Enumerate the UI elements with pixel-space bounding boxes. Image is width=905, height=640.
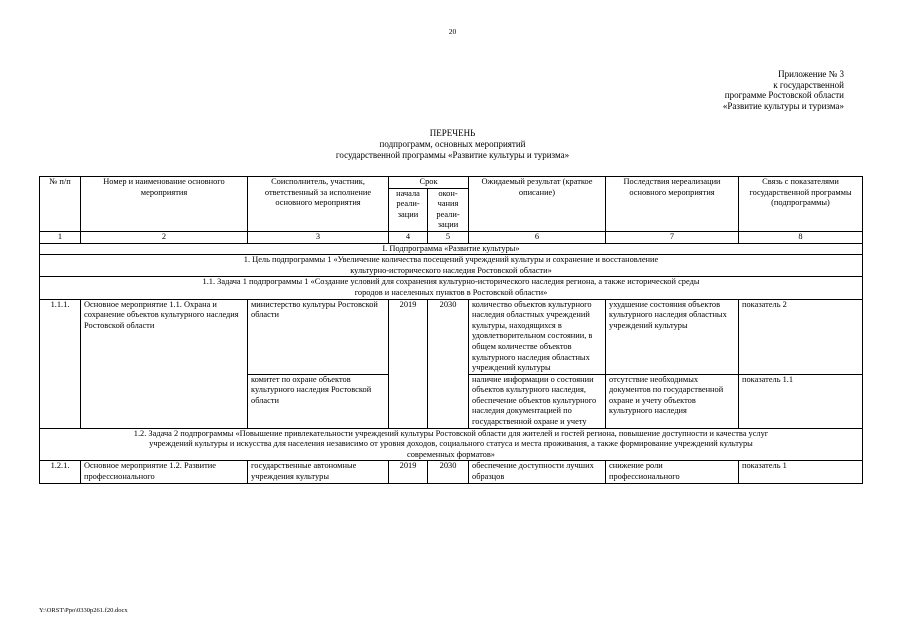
task-row [40, 277, 863, 299]
link-cell: показатель 1.1 [739, 374, 863, 428]
goal-row [40, 255, 863, 277]
row-number: 1.1.1. [40, 299, 81, 428]
row-number: 1.2.1. [40, 461, 81, 483]
column-number: 1 [40, 231, 81, 243]
table-row [40, 461, 863, 483]
header-col-name: Номер и наименование основного мероприятия [81, 177, 248, 232]
appendix-note [640, 69, 844, 111]
measure-name: Основное мероприятие 1.1. Охрана и сохранение объектов культурного наследия Ростовской области [81, 299, 248, 428]
result-cell: количество объектов культурного наследия областных учреждений культуры, находящихся в удовлетворительном состоянии, в общем количестве объектов культурного наследия областных учреждений культуры [469, 299, 606, 374]
executor-cell: министерство культуры Ростовской области [248, 299, 389, 374]
subprogram-row [40, 243, 863, 255]
executor-cell: государственные автономные учреждения культуры [248, 461, 389, 483]
file-path-footer: Y:\ORST\Ppo\0330p261.f20.docx [39, 607, 128, 614]
header-col-link: Связь с показателями государственной программы (подпрограммы) [739, 177, 863, 232]
appendix-line-3: программе Ростовской области [724, 90, 844, 100]
header-col-result: Ожидаемый результат (краткое описание) [469, 177, 606, 232]
column-number: 2 [81, 231, 248, 243]
consequence-cell: ухудшение состояния объектов культурного наследия областных учреждений культуры [606, 299, 739, 374]
table-header-row [40, 177, 863, 189]
link-cell: показатель 1 [739, 461, 863, 483]
executor-cell: комитет по охране объектов культурного наследия Ростовской области [248, 374, 389, 428]
result-cell: наличие информации о состоянии объектов культурного наследия, обеспечение объектов культурного наследия документацией по государственной охране и учету [469, 374, 606, 428]
header-col-consequence: Последствия нереализации основного мероприятия [606, 177, 739, 232]
measure-name: Основное мероприятие 1.2. Развитие профессионального [81, 461, 248, 483]
start-year: 2019 [389, 461, 428, 483]
header-col-term: Срок [389, 177, 469, 189]
consequence-cell: снижение роли профессионального [606, 461, 739, 483]
page-number: 20 [448, 27, 457, 36]
table-row [40, 299, 863, 374]
start-year: 2019 [389, 299, 428, 428]
task-row [40, 428, 863, 461]
column-number: 3 [248, 231, 389, 243]
document-title [200, 128, 705, 161]
appendix-line-1: Приложение № 3 [778, 69, 844, 79]
task-title: 1.1. Задача 1 подпрограммы 1 «Создание условий для сохранения культурно-исторического наследия региона, а также исторической среды городов и населенных пунктов в Ростовской области» [40, 277, 863, 299]
end-year: 2030 [428, 299, 469, 428]
goal-title: 1. Цель подпрограммы 1 «Увеличение количества посещений учреждений культуры и сохранение и восстановление культурно-исторического наследия Ростовской области» [40, 255, 863, 277]
header-col-executor: Соисполнитель, участник, ответственный за исполнение основного мероприятия [248, 177, 389, 232]
header-col-start: начала реали-зации [389, 188, 428, 231]
column-numbers-row [40, 231, 863, 243]
consequence-cell: отсутствие необходимых документов по государственной охране и учету объектов культурного наследия [606, 374, 739, 428]
appendix-line-4: «Развитие культуры и туризма» [722, 100, 844, 111]
column-number: 6 [469, 231, 606, 243]
column-number: 4 [389, 231, 428, 243]
column-number: 5 [428, 231, 469, 243]
title-line-3: государственной программы «Развитие культуры и туризма» [335, 150, 570, 160]
measures-table [39, 176, 863, 484]
task-title: 1.2. Задача 2 подпрограммы «Повышение привлекательности учреждений культуры Ростовской области для жителей и гостей региона, повышение доступности и качества услуг учреждений культуры и искусства для населения независимо от уровня доходов, социального статуса и места проживания, а также формирование учреждений культуры современных форматов» [40, 428, 863, 461]
end-year: 2030 [428, 461, 469, 483]
header-col-num: № п/п [40, 177, 81, 232]
column-number: 7 [606, 231, 739, 243]
header-col-end: окон-чания реали-зации [428, 188, 469, 231]
link-cell: показатель 2 [739, 299, 863, 374]
appendix-line-2: к государственной [773, 79, 844, 90]
subprogram-title: I. Подпрограмма «Развитие культуры» [40, 243, 863, 255]
title-line-2: подпрограмм, основных мероприятий [379, 139, 526, 149]
column-number: 8 [739, 231, 863, 243]
title-line-1: ПЕРЕЧЕНЬ [429, 128, 476, 138]
result-cell: обеспечение доступности лучших образцов [469, 461, 606, 483]
